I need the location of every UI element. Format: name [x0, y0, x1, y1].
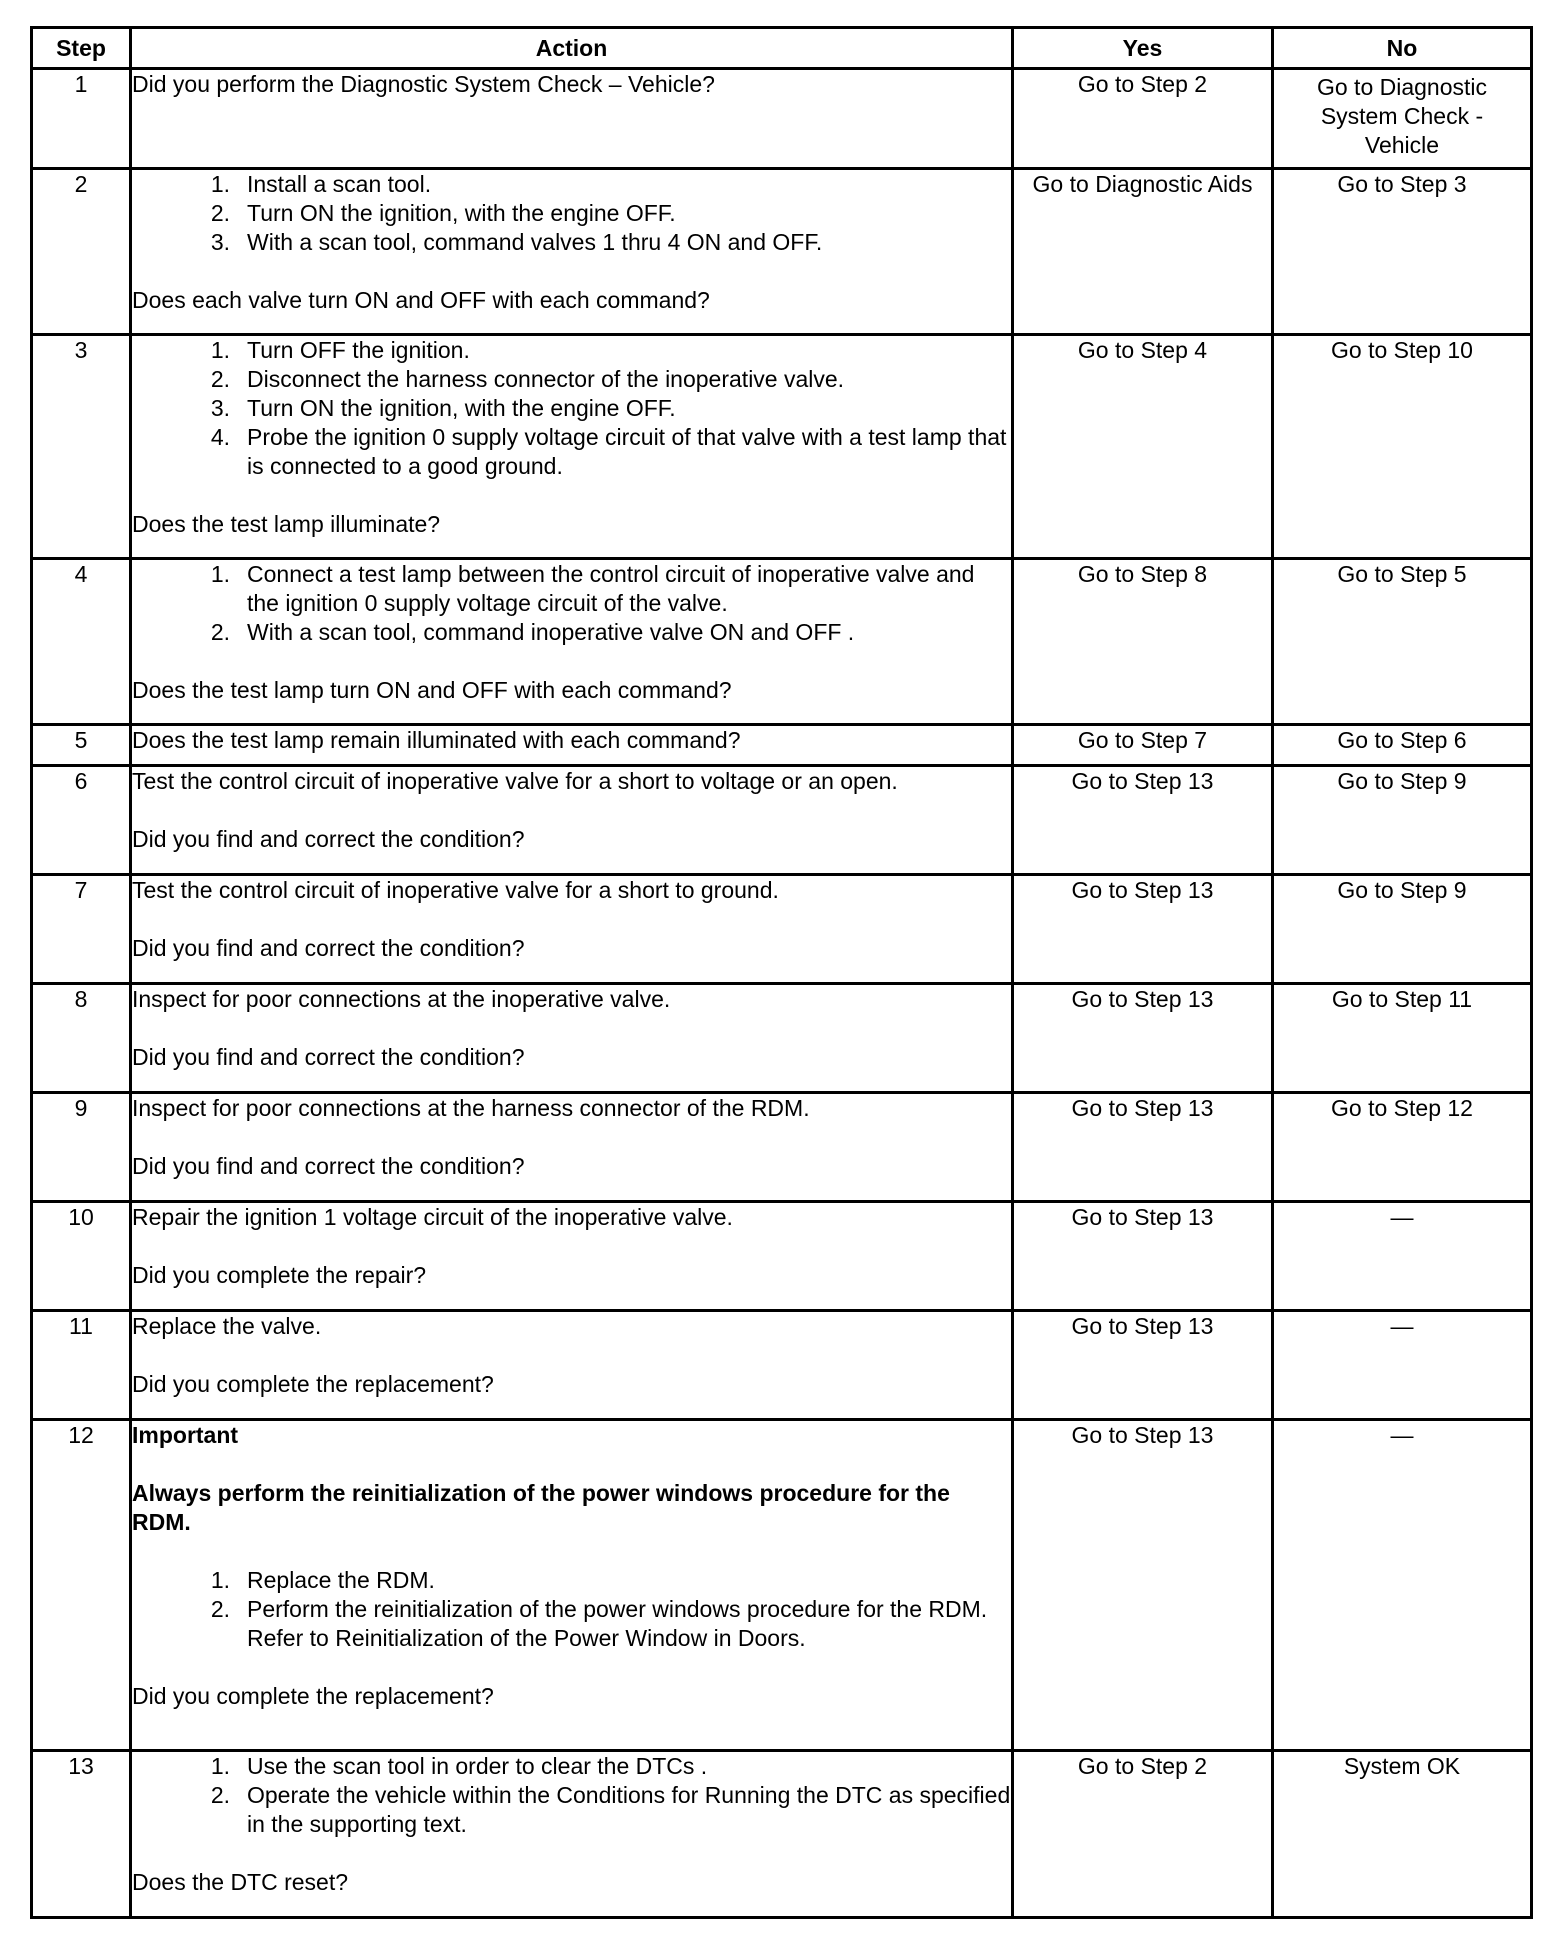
question-text: Did you find and correct the condition?	[132, 935, 525, 961]
yes-cell: Go to Diagnostic Aids	[1013, 169, 1273, 335]
no-cell: Go to Step 11	[1273, 984, 1532, 1093]
header-action: Action	[131, 28, 1013, 69]
table-row-step-4	[32, 559, 1532, 725]
instruction-text: Test the control circuit of inoperative valve for a short to ground.	[132, 877, 779, 903]
no-cell: Go to Step 5	[1273, 559, 1532, 725]
question-text: Did you complete the replacement?	[132, 1371, 494, 1397]
step-number: 13	[32, 1751, 131, 1918]
header-row	[32, 28, 1532, 69]
yes-cell: Go to Step 13	[1013, 984, 1273, 1093]
step-number: 11	[32, 1311, 131, 1420]
step-number: 2	[32, 169, 131, 335]
instruction-text: Inspect for poor connections at the inoperative valve.	[132, 986, 671, 1012]
instruction-item: 1. Replace the RDM.	[210, 1567, 435, 1593]
question-text: Did you find and correct the condition?	[132, 1153, 525, 1179]
action-cell	[131, 335, 1013, 559]
instruction-item: 1. Use the scan tool in order to clear the DTCs .	[210, 1753, 708, 1779]
instruction-item: 2. Operate the vehicle within the Conditions for Running the DTC as specified in the supporting text.	[210, 1782, 1011, 1837]
table-row-step-10	[32, 1202, 1532, 1311]
question-text: Did you complete the repair?	[132, 1262, 427, 1288]
question-text: Does the test lamp remain illuminated with each command?	[132, 727, 741, 753]
no-line: Vehicle	[1364, 132, 1440, 158]
no-cell: System OK	[1273, 1751, 1532, 1918]
action-cell	[131, 725, 1013, 766]
question-text: Does the test lamp turn ON and OFF with each command?	[132, 677, 732, 703]
action-cell	[131, 69, 1013, 169]
no-cell: Go to Step 10	[1273, 335, 1532, 559]
step-number: 4	[32, 559, 131, 725]
step-number: 6	[32, 766, 131, 875]
yes-cell: Go to Step 2	[1013, 69, 1273, 169]
step-number: 1	[32, 69, 131, 169]
step-number: 8	[32, 984, 131, 1093]
question-text: Does the DTC reset?	[132, 1869, 349, 1895]
yes-cell: Go to Step 13	[1013, 1420, 1273, 1751]
instruction-list	[132, 560, 1011, 647]
yes-cell: Go to Step 8	[1013, 559, 1273, 725]
instruction-item: 1. Turn OFF the ignition.	[210, 337, 470, 363]
step-number: 3	[32, 335, 131, 559]
yes-cell: Go to Step 7	[1013, 725, 1273, 766]
table-row-step-7	[32, 875, 1532, 984]
no-cell: —	[1273, 1311, 1532, 1420]
action-cell	[131, 1420, 1013, 1751]
instruction-item: 1. Install a scan tool.	[210, 171, 432, 197]
no-line: Go to Diagnostic	[1316, 74, 1488, 100]
question-text: Does each valve turn ON and OFF with each command?	[132, 287, 710, 313]
instruction-item: 3. With a scan tool, command valves 1 thru 4 ON and OFF.	[210, 229, 823, 255]
instruction-item: 2. Turn ON the ignition, with the engine OFF.	[210, 200, 676, 226]
table-row-step-8	[32, 984, 1532, 1093]
table-row-step-2	[32, 169, 1532, 335]
question-text: Did you find and correct the condition?	[132, 826, 525, 852]
table-row-step-9	[32, 1093, 1532, 1202]
important-heading: Important	[132, 1422, 239, 1448]
no-cell	[1273, 69, 1532, 169]
no-line: System Check -	[1320, 103, 1484, 129]
no-cell: Go to Step 9	[1273, 766, 1532, 875]
question-text: Does the test lamp illuminate?	[132, 511, 441, 537]
instruction-text: Inspect for poor connections at the harness connector of the RDM.	[132, 1095, 810, 1121]
instruction-text: Replace the valve.	[132, 1313, 322, 1339]
step-number: 7	[32, 875, 131, 984]
yes-cell: Go to Step 13	[1013, 875, 1273, 984]
step-number: 5	[32, 725, 131, 766]
instruction-list	[132, 1566, 1011, 1653]
instruction-item: 2. Perform the reinitialization of the power windows procedure for the RDM. Refer to Reinitialization of the Power Window in Doors.	[210, 1596, 988, 1651]
instruction-text: Repair the ignition 1 voltage circuit of the inoperative valve.	[132, 1204, 733, 1230]
instruction-item: 4. Probe the ignition 0 supply voltage circuit of that valve with a test lamp that is connected to a good ground.	[210, 424, 1007, 479]
question-text: Did you complete the replacement?	[132, 1683, 494, 1709]
step-number: 12	[32, 1420, 131, 1751]
table-row-step-3	[32, 335, 1532, 559]
action-cell	[131, 559, 1013, 725]
question-text: Did you find and correct the condition?	[132, 1044, 525, 1070]
table-row-step-12	[32, 1420, 1532, 1751]
table-row-step-1	[32, 69, 1532, 169]
instruction-item: 3. Turn ON the ignition, with the engine OFF.	[210, 395, 676, 421]
yes-cell: Go to Step 4	[1013, 335, 1273, 559]
no-cell: —	[1273, 1202, 1532, 1311]
yes-cell: Go to Step 13	[1013, 1311, 1273, 1420]
important-note: Always perform the reinitialization of the power windows procedure for the RDM.	[132, 1480, 950, 1535]
yes-cell: Go to Step 13	[1013, 1202, 1273, 1311]
yes-cell: Go to Step 2	[1013, 1751, 1273, 1918]
action-cell	[131, 875, 1013, 984]
table-row-step-5	[32, 725, 1532, 766]
action-cell	[131, 1751, 1013, 1918]
instruction-list	[132, 336, 1011, 481]
action-cell	[131, 1311, 1013, 1420]
no-cell: Go to Step 12	[1273, 1093, 1532, 1202]
instruction-item: 2. With a scan tool, command inoperative valve ON and OFF .	[210, 619, 855, 645]
yes-cell: Go to Step 13	[1013, 766, 1273, 875]
header-no: No	[1273, 28, 1532, 69]
no-cell: Go to Step 6	[1273, 725, 1532, 766]
instruction-list	[132, 170, 1011, 257]
action-cell	[131, 766, 1013, 875]
header-yes: Yes	[1013, 28, 1273, 69]
table-row-step-6	[32, 766, 1532, 875]
instruction-text: Test the control circuit of inoperative valve for a short to voltage or an open.	[132, 768, 898, 794]
header-step: Step	[32, 28, 131, 69]
table-row-step-11	[32, 1311, 1532, 1420]
instruction-item: 1. Connect a test lamp between the control circuit of inoperative valve and the ignition 0 supply voltage circuit of the valve.	[210, 561, 975, 616]
action-cell	[131, 1202, 1013, 1311]
instruction-list	[132, 1752, 1011, 1839]
instruction-item: 2. Disconnect the harness connector of the inoperative valve.	[210, 366, 845, 392]
yes-cell: Go to Step 13	[1013, 1093, 1273, 1202]
no-cell: Go to Step 3	[1273, 169, 1532, 335]
table-row-step-13	[32, 1751, 1532, 1918]
step-number: 10	[32, 1202, 131, 1311]
action-cell	[131, 984, 1013, 1093]
no-cell: Go to Step 9	[1273, 875, 1532, 984]
diagnostic-table	[30, 26, 1533, 1919]
action-cell	[131, 169, 1013, 335]
question-text: Did you perform the Diagnostic System Check – Vehicle?	[132, 71, 715, 97]
step-number: 9	[32, 1093, 131, 1202]
no-cell: —	[1273, 1420, 1532, 1751]
action-cell	[131, 1093, 1013, 1202]
